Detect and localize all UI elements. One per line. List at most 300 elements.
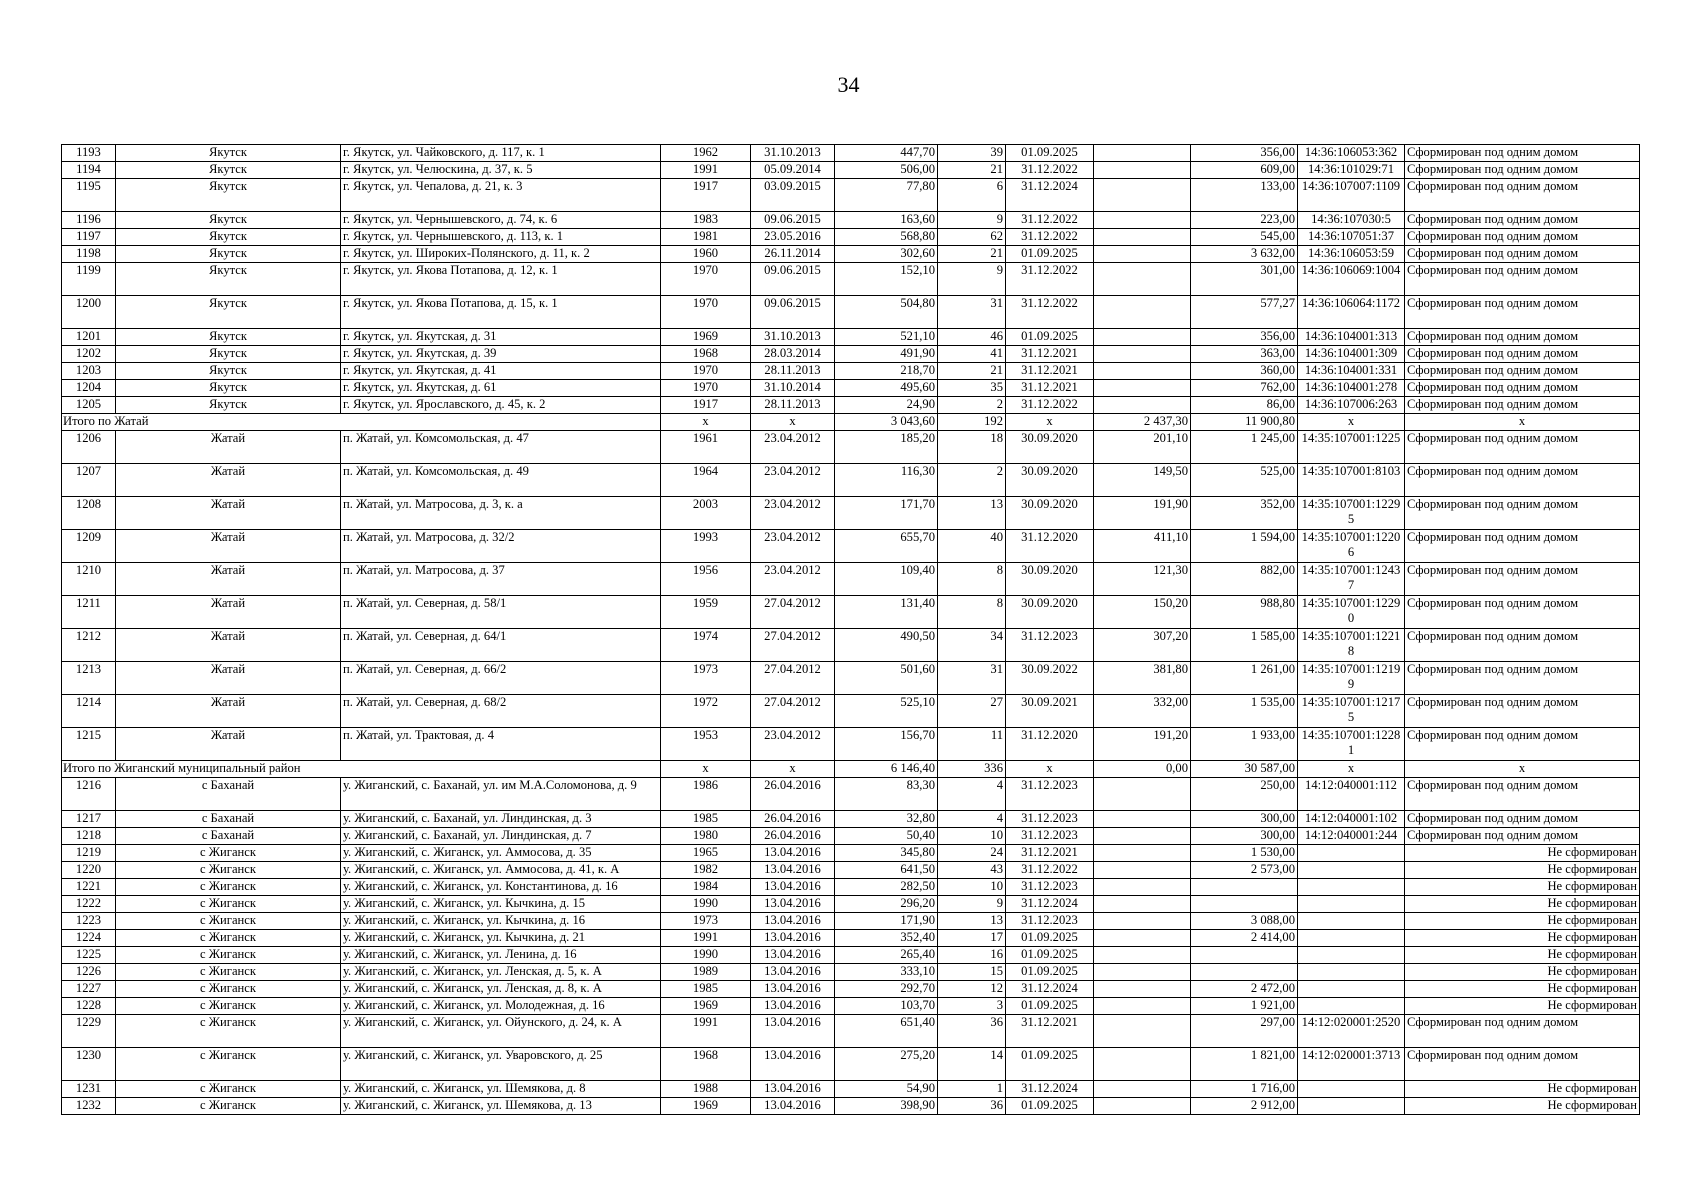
row-number-cell: 1227 [62,981,116,998]
residents-cell: 36 [938,1015,1006,1048]
address-cell: п. Жатай, ул. Северная, д. 66/2 [341,662,661,695]
deadline-cell: 31.12.2022 [1006,229,1094,246]
date-cell: 13.04.2016 [751,1015,835,1048]
row-number-cell: 1208 [62,497,116,530]
locality-cell: с Жиганск [116,1081,341,1098]
locality-cell: Якутск [116,212,341,229]
locality-cell: Якутск [116,380,341,397]
status-cell: х [1405,761,1640,778]
date-cell: 26.04.2016 [751,811,835,828]
residents-cell: 35 [938,380,1006,397]
table-row [62,464,1640,497]
land-area-cell: 2 472,00 [1191,981,1298,998]
deadline-cell: 30.09.2020 [1006,497,1094,530]
year-cell: 1981 [661,229,751,246]
status-cell: Сформирован под одним домом [1405,497,1640,530]
cadastral-cell [1298,998,1405,1015]
area-cell: 171,90 [835,913,938,930]
area-cell: 156,70 [835,728,938,761]
cadastral-cell: 14:36:106053:59 [1298,246,1405,263]
area-cell: 152,10 [835,263,938,296]
locality-cell: Якутск [116,346,341,363]
area-2-cell [1094,930,1191,947]
row-number-cell: 1204 [62,380,116,397]
address-cell: г. Якутск, ул. Чернышевского, д. 74, к. 6 [341,212,661,229]
date-cell: 27.04.2012 [751,695,835,728]
land-area-cell: 3 632,00 [1191,246,1298,263]
row-number-cell: 1231 [62,1081,116,1098]
area-2-cell: 0,00 [1094,761,1191,778]
address-cell: г. Якутск, ул. Широких-Полянского, д. 11, к. 2 [341,246,661,263]
area-cell: 3 043,60 [835,414,938,431]
status-cell: Не сформирован [1405,964,1640,981]
locality-cell: с Жиганск [116,845,341,862]
deadline-cell: 31.12.2023 [1006,879,1094,896]
row-number-cell: 1211 [62,596,116,629]
residents-cell: 8 [938,596,1006,629]
area-2-cell [1094,778,1191,811]
area-cell: 491,90 [835,346,938,363]
year-cell: 1983 [661,212,751,229]
deadline-cell: 31.12.2022 [1006,263,1094,296]
status-cell: Сформирован под одним домом [1405,1015,1640,1048]
year-cell: 1970 [661,263,751,296]
cadastral-cell: 14:35:107001:12437 [1298,563,1405,596]
table-row [62,431,1640,464]
date-cell: 13.04.2016 [751,913,835,930]
area-cell: 54,90 [835,1081,938,1098]
land-area-cell: 525,00 [1191,464,1298,497]
table-row [62,530,1640,563]
area-2-cell [1094,179,1191,212]
deadline-cell: 01.09.2025 [1006,145,1094,162]
table-row [62,629,1640,662]
area-cell: 32,80 [835,811,938,828]
table-row [62,930,1640,947]
status-cell: Сформирован под одним домом [1405,329,1640,346]
deadline-cell: 30.09.2020 [1006,431,1094,464]
residents-cell: 10 [938,828,1006,845]
deadline-cell: х [1006,414,1094,431]
land-area-cell: 2 912,00 [1191,1098,1298,1115]
address-cell: у. Жиганский, с. Жиганск, ул. Ленская, д. 8, к. А [341,981,661,998]
area-2-cell [1094,296,1191,329]
address-cell: у. Жиганский, с. Жиганск, ул. Аммосова, д. 35 [341,845,661,862]
address-cell: у. Жиганский, с. Жиганск, ул. Кычкина, д. 16 [341,913,661,930]
date-cell: 28.03.2014 [751,346,835,363]
residents-cell: 9 [938,896,1006,913]
status-cell: Сформирован под одним домом [1405,695,1640,728]
deadline-cell: 31.12.2020 [1006,728,1094,761]
year-cell: 1974 [661,629,751,662]
residents-cell: 6 [938,179,1006,212]
area-2-cell: 121,30 [1094,563,1191,596]
residents-cell: 46 [938,329,1006,346]
area-cell: 103,70 [835,998,938,1015]
row-number-cell: 1199 [62,263,116,296]
area-cell: 495,60 [835,380,938,397]
date-cell: 13.04.2016 [751,1098,835,1115]
locality-cell: с Жиганск [116,913,341,930]
status-cell: Сформирован под одним домом [1405,229,1640,246]
row-number-cell: 1226 [62,964,116,981]
address-cell: п. Жатай, ул. Трактовая, д. 4 [341,728,661,761]
cadastral-cell: 14:12:020001:2520 [1298,1015,1405,1048]
cadastral-cell: 14:36:107007:1109 [1298,179,1405,212]
deadline-cell: 01.09.2025 [1006,930,1094,947]
address-cell: г. Якутск, ул. Якутская, д. 61 [341,380,661,397]
table-row [62,296,1640,329]
row-number-cell: 1229 [62,1015,116,1048]
year-cell: х [661,761,751,778]
year-cell: 1990 [661,896,751,913]
area-2-cell: 201,10 [1094,431,1191,464]
year-cell: 1990 [661,947,751,964]
area-2-cell [1094,811,1191,828]
area-2-cell: 332,00 [1094,695,1191,728]
deadline-cell: 31.12.2022 [1006,397,1094,414]
date-cell: 05.09.2014 [751,162,835,179]
address-cell: у. Жиганский, с. Жиганск, ул. Молодежная, д. 16 [341,998,661,1015]
table-row [62,346,1640,363]
address-cell: п. Жатай, ул. Комсомольская, д. 49 [341,464,661,497]
year-cell: 1985 [661,811,751,828]
status-cell: Сформирован под одним домом [1405,563,1640,596]
locality-cell: Якутск [116,162,341,179]
locality-cell: Жатай [116,629,341,662]
cadastral-cell: 14:35:107001:12218 [1298,629,1405,662]
locality-cell: Якутск [116,246,341,263]
area-2-cell: 149,50 [1094,464,1191,497]
area-2-cell [1094,1048,1191,1081]
row-number-cell: 1212 [62,629,116,662]
row-number-cell: 1206 [62,431,116,464]
cadastral-cell [1298,981,1405,998]
date-cell: 13.04.2016 [751,1048,835,1081]
row-number-cell: 1230 [62,1048,116,1081]
residents-cell: 12 [938,981,1006,998]
status-cell: Не сформирован [1405,930,1640,947]
locality-cell: с Баханай [116,811,341,828]
table-row [62,329,1640,346]
subtotal-row [62,414,1640,431]
date-cell: 31.10.2014 [751,380,835,397]
residents-cell: 41 [938,346,1006,363]
deadline-cell: 30.09.2020 [1006,464,1094,497]
locality-cell: Якутск [116,397,341,414]
cadastral-cell: 14:36:104001:309 [1298,346,1405,363]
deadline-cell: 31.12.2022 [1006,212,1094,229]
residents-cell: 62 [938,229,1006,246]
year-cell: 1993 [661,530,751,563]
area-cell: 50,40 [835,828,938,845]
area-2-cell [1094,862,1191,879]
land-area-cell: 1 585,00 [1191,629,1298,662]
locality-cell: Якутск [116,229,341,246]
residents-cell: 36 [938,1098,1006,1115]
area-cell: 447,70 [835,145,938,162]
status-cell: Сформирован под одним домом [1405,596,1640,629]
table-row [62,212,1640,229]
area-2-cell [1094,828,1191,845]
area-2-cell [1094,246,1191,263]
row-number-cell: 1232 [62,1098,116,1115]
row-number-cell: 1197 [62,229,116,246]
land-area-cell: 133,00 [1191,179,1298,212]
status-cell: Сформирован под одним домом [1405,828,1640,845]
date-cell: 23.04.2012 [751,431,835,464]
area-cell: 651,40 [835,1015,938,1048]
year-cell: 1968 [661,346,751,363]
locality-cell: с Жиганск [116,964,341,981]
area-cell: 490,50 [835,629,938,662]
land-area-cell [1191,879,1298,896]
locality-cell: Жатай [116,530,341,563]
year-cell: 1986 [661,778,751,811]
date-cell: 09.06.2015 [751,212,835,229]
cadastral-cell: 14:12:040001:112 [1298,778,1405,811]
status-cell: Сформирован под одним домом [1405,162,1640,179]
land-area-cell: 1 245,00 [1191,431,1298,464]
residents-cell: 2 [938,464,1006,497]
area-cell: 109,40 [835,563,938,596]
land-area-cell: 3 088,00 [1191,913,1298,930]
address-cell: у. Жиганский, с. Жиганск, ул. Шемякова, д. 8 [341,1081,661,1098]
land-area-cell [1191,947,1298,964]
address-cell: у. Жиганский, с. Жиганск, ул. Шемякова, д. 13 [341,1098,661,1115]
area-cell: 296,20 [835,896,938,913]
area-cell: 265,40 [835,947,938,964]
table-row [62,913,1640,930]
deadline-cell: 31.12.2022 [1006,862,1094,879]
locality-cell: с Жиганск [116,862,341,879]
area-2-cell [1094,263,1191,296]
deadline-cell: 01.09.2025 [1006,1048,1094,1081]
address-cell: у. Жиганский, с. Баханай, ул. им М.А.Соломонова, д. 9 [341,778,661,811]
cadastral-cell: 14:36:106053:362 [1298,145,1405,162]
row-number-cell: 1217 [62,811,116,828]
date-cell: 13.04.2016 [751,845,835,862]
residents-cell: 1 [938,1081,1006,1098]
land-area-cell: 11 900,80 [1191,414,1298,431]
area-2-cell [1094,346,1191,363]
area-2-cell [1094,981,1191,998]
area-cell: 521,10 [835,329,938,346]
table-row [62,162,1640,179]
deadline-cell: 31.12.2023 [1006,828,1094,845]
subtotal-row [62,761,1640,778]
date-cell: 27.04.2012 [751,629,835,662]
deadline-cell: 31.12.2023 [1006,778,1094,811]
cadastral-cell: х [1298,761,1405,778]
area-2-cell [1094,329,1191,346]
area-cell: 352,40 [835,930,938,947]
status-cell: Сформирован под одним домом [1405,246,1640,263]
address-cell: у. Жиганский, с. Жиганск, ул. Ленская, д. 5, к. А [341,964,661,981]
cadastral-cell [1298,947,1405,964]
year-cell: 1989 [661,964,751,981]
table-row [62,363,1640,380]
residents-cell: 24 [938,845,1006,862]
address-cell: г. Якутск, ул. Якова Потапова, д. 15, к. 1 [341,296,661,329]
deadline-cell: 31.12.2020 [1006,530,1094,563]
date-cell: 13.04.2016 [751,1081,835,1098]
area-2-cell [1094,380,1191,397]
status-cell: Сформирован под одним домом [1405,179,1640,212]
cadastral-cell [1298,913,1405,930]
status-cell: Не сформирован [1405,879,1640,896]
year-cell: 1970 [661,363,751,380]
land-area-cell [1191,896,1298,913]
residents-cell: 4 [938,811,1006,828]
table-row [62,229,1640,246]
address-cell: г. Якутск, ул. Якутская, д. 41 [341,363,661,380]
deadline-cell: 31.12.2021 [1006,845,1094,862]
residents-cell: 21 [938,246,1006,263]
residents-cell: 40 [938,530,1006,563]
residents-cell: 9 [938,212,1006,229]
status-cell: Сформирован под одним домом [1405,728,1640,761]
year-cell: 1969 [661,1098,751,1115]
date-cell: 03.09.2015 [751,179,835,212]
table-row [62,778,1640,811]
address-cell: у. Жиганский, с. Баханай, ул. Линдинская, д. 3 [341,811,661,828]
residents-cell: 17 [938,930,1006,947]
deadline-cell: 31.12.2024 [1006,981,1094,998]
area-cell: 506,00 [835,162,938,179]
area-2-cell [1094,229,1191,246]
address-cell: г. Якутск, ул. Якова Потапова, д. 12, к. 1 [341,263,661,296]
year-cell: 1984 [661,879,751,896]
land-area-cell: 360,00 [1191,363,1298,380]
address-cell: у. Жиганский, с. Жиганск, ул. Ленина, д. 16 [341,947,661,964]
residents-cell: 34 [938,629,1006,662]
year-cell: 1969 [661,998,751,1015]
cadastral-cell: 14:35:107001:1225 [1298,431,1405,464]
date-cell: 13.04.2016 [751,947,835,964]
land-area-cell: 1 594,00 [1191,530,1298,563]
deadline-cell: 01.09.2025 [1006,998,1094,1015]
date-cell: 13.04.2016 [751,896,835,913]
cadastral-cell: 14:35:107001:12295 [1298,497,1405,530]
cadastral-cell: 14:36:104001:331 [1298,363,1405,380]
address-cell: п. Жатай, ул. Матросова, д. 3, к. а [341,497,661,530]
year-cell: х [661,414,751,431]
deadline-cell: 31.12.2024 [1006,1081,1094,1098]
area-2-cell [1094,896,1191,913]
locality-cell: Жатай [116,497,341,530]
year-cell: 1991 [661,162,751,179]
land-area-cell: 301,00 [1191,263,1298,296]
land-area-cell: 1 933,00 [1191,728,1298,761]
row-number-cell: 1203 [62,363,116,380]
status-cell: Не сформирован [1405,845,1640,862]
date-cell: 28.11.2013 [751,363,835,380]
date-cell: 13.04.2016 [751,930,835,947]
year-cell: 1982 [661,862,751,879]
address-cell: п. Жатай, ул. Северная, д. 68/2 [341,695,661,728]
cadastral-cell: 14:12:040001:244 [1298,828,1405,845]
date-cell: 13.04.2016 [751,862,835,879]
year-cell: 1991 [661,930,751,947]
row-number-cell: 1198 [62,246,116,263]
status-cell: Не сформирован [1405,896,1640,913]
table-row [62,179,1640,212]
residents-cell: 31 [938,662,1006,695]
row-number-cell: 1222 [62,896,116,913]
status-cell: Не сформирован [1405,1081,1640,1098]
land-area-cell: 545,00 [1191,229,1298,246]
land-area-cell: 297,00 [1191,1015,1298,1048]
status-cell: Сформирован под одним домом [1405,464,1640,497]
residents-cell: 11 [938,728,1006,761]
table-row [62,263,1640,296]
date-cell: 13.04.2016 [751,981,835,998]
land-area-cell: 250,00 [1191,778,1298,811]
cadastral-cell: 14:36:106064:1172 [1298,296,1405,329]
status-cell: Сформирован под одним домом [1405,397,1640,414]
area-cell: 6 146,40 [835,761,938,778]
deadline-cell: 31.12.2023 [1006,629,1094,662]
year-cell: 1980 [661,828,751,845]
cadastral-cell: 14:36:106069:1004 [1298,263,1405,296]
year-cell: 2003 [661,497,751,530]
area-cell: 525,10 [835,695,938,728]
table-row [62,998,1640,1015]
deadline-cell: 31.12.2022 [1006,162,1094,179]
area-2-cell [1094,145,1191,162]
date-cell: 13.04.2016 [751,998,835,1015]
land-area-cell: 223,00 [1191,212,1298,229]
year-cell: 1969 [661,329,751,346]
area-2-cell: 381,80 [1094,662,1191,695]
status-cell: Сформирован под одним домом [1405,778,1640,811]
table-row [62,695,1640,728]
year-cell: 1961 [661,431,751,464]
address-cell: п. Жатай, ул. Матросова, д. 32/2 [341,530,661,563]
locality-cell: Жатай [116,695,341,728]
row-number-cell: 1200 [62,296,116,329]
land-area-cell: 30 587,00 [1191,761,1298,778]
locality-cell: Якутск [116,263,341,296]
address-cell: г. Якутск, ул. Якутская, д. 39 [341,346,661,363]
cadastral-cell: 14:36:107006:263 [1298,397,1405,414]
area-cell: 83,30 [835,778,938,811]
date-cell: х [751,414,835,431]
status-cell: Сформирован под одним домом [1405,263,1640,296]
locality-cell: Жатай [116,662,341,695]
row-number-cell: 1205 [62,397,116,414]
locality-cell: с Жиганск [116,1098,341,1115]
locality-cell: с Жиганск [116,896,341,913]
area-2-cell [1094,964,1191,981]
row-number-cell: 1214 [62,695,116,728]
status-cell: Сформирован под одним домом [1405,363,1640,380]
land-area-cell [1191,964,1298,981]
area-2-cell [1094,1098,1191,1115]
deadline-cell: 01.09.2025 [1006,329,1094,346]
locality-cell: Жатай [116,563,341,596]
deadline-cell: 31.12.2024 [1006,179,1094,212]
date-cell: 23.04.2012 [751,563,835,596]
residents-cell: 27 [938,695,1006,728]
deadline-cell: 31.12.2021 [1006,363,1094,380]
row-number-cell: 1201 [62,329,116,346]
year-cell: 1956 [661,563,751,596]
row-number-cell: 1219 [62,845,116,862]
area-2-cell [1094,845,1191,862]
table-row [62,1048,1640,1081]
